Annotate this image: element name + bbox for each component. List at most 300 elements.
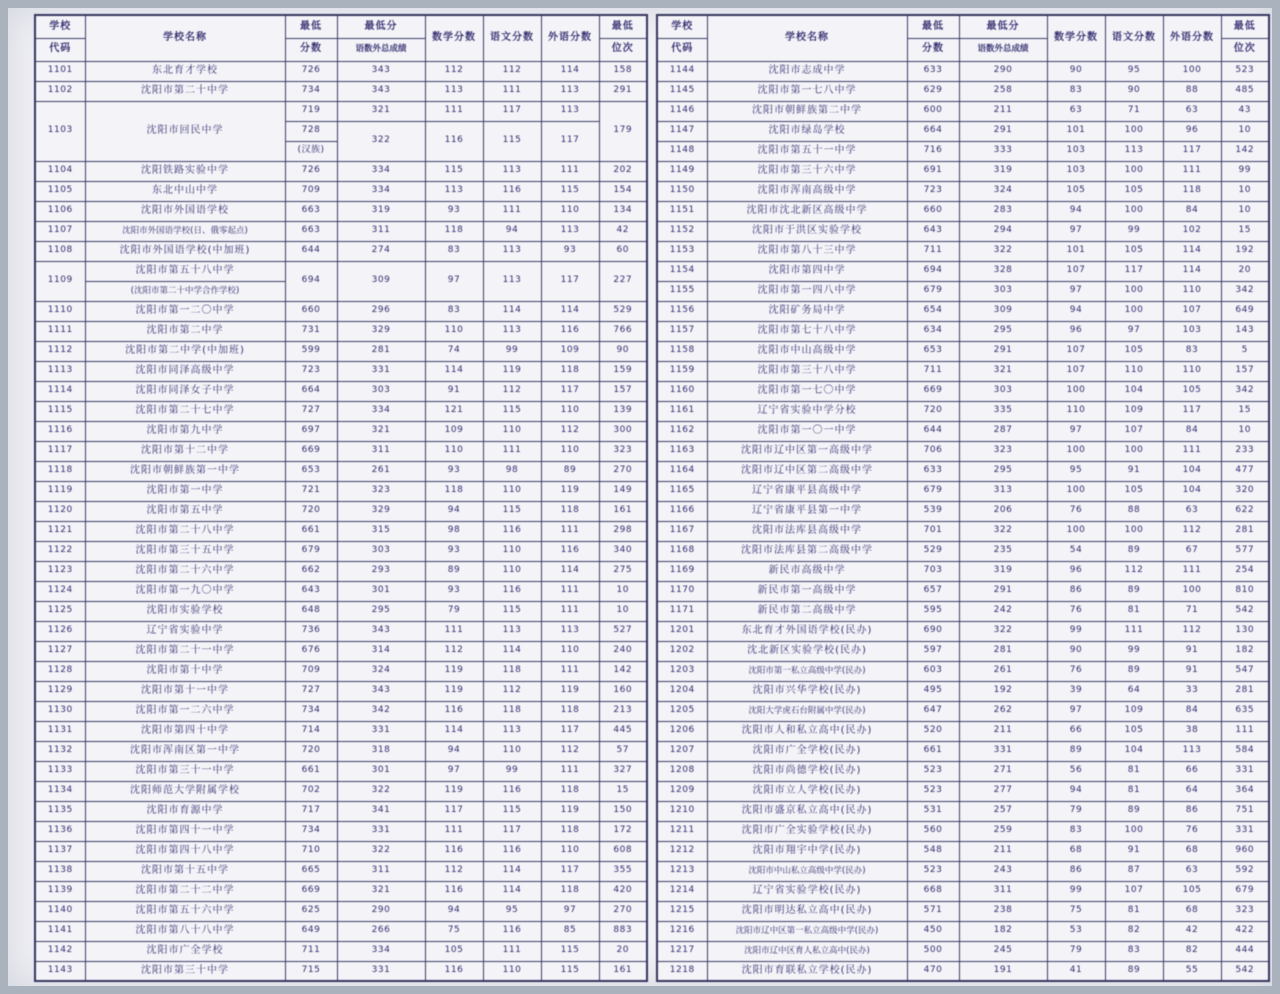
- cell-min-score-note: (汉族): [285, 141, 337, 161]
- cell-math-score: 112: [425, 641, 483, 661]
- cell-chinese-score: 100: [1105, 281, 1163, 301]
- cell-school-code: 1157: [657, 321, 707, 341]
- cell-min-score: 625: [285, 901, 337, 921]
- header-school-name: 学校名称: [707, 15, 907, 61]
- cell-school-name: 沈阳市广全学校(民办): [707, 741, 907, 761]
- table-row: [657, 581, 1269, 601]
- cell-school-code: 1215: [657, 901, 707, 921]
- table-row: [35, 301, 647, 321]
- cell-school-code: 1106: [35, 201, 85, 221]
- cell-tiebreak-total: 211: [959, 721, 1047, 741]
- cell-school-code: 1151: [657, 201, 707, 221]
- cell-school-name: 沈阳市法库县高级中学: [707, 521, 907, 541]
- cell-tiebreak-total: 235: [959, 541, 1047, 561]
- cell-min-rank: 577: [1221, 541, 1269, 561]
- cell-math-score: 100: [1047, 381, 1105, 401]
- cell-min-rank: 364: [1221, 781, 1269, 801]
- cell-chinese-score: 89: [1105, 581, 1163, 601]
- cell-chinese-score: 113: [483, 261, 541, 301]
- cell-chinese-score: 99: [483, 341, 541, 361]
- cell-min-rank: 202: [599, 161, 647, 181]
- cell-school-name: 沈阳市第四十八中学: [85, 841, 285, 861]
- cell-foreign-score: 68: [1163, 901, 1221, 921]
- cell-chinese-score: 100: [1105, 161, 1163, 181]
- cell-foreign-score: 119: [541, 801, 599, 821]
- cell-min-score: 679: [907, 281, 959, 301]
- cell-chinese-score: 100: [1105, 301, 1163, 321]
- cell-school-name: 东北中山中学: [85, 181, 285, 201]
- table-row: [657, 61, 1269, 81]
- cell-tiebreak-total: 321: [337, 421, 425, 441]
- cell-school-name: 沈阳市第三十五中学: [85, 541, 285, 561]
- cell-min-score: 726: [285, 161, 337, 181]
- cell-school-name: 沈阳市沈北新区高级中学: [707, 201, 907, 221]
- cell-math-score: 90: [1047, 61, 1105, 81]
- cell-chinese-score: 107: [1105, 421, 1163, 441]
- cell-chinese-score: 117: [483, 821, 541, 841]
- header-math-score: 数学分数: [425, 15, 483, 61]
- cell-tiebreak-total: 328: [959, 261, 1047, 281]
- table-row: [657, 761, 1269, 781]
- cell-chinese-score: 89: [1105, 541, 1163, 561]
- cell-chinese-score: 82: [1105, 921, 1163, 941]
- cell-min-rank: 233: [1221, 441, 1269, 461]
- cell-school-code: 1214: [657, 881, 707, 901]
- cell-math-score: 103: [1047, 141, 1105, 161]
- table-row: [657, 501, 1269, 521]
- cell-chinese-score: 99: [1105, 641, 1163, 661]
- cell-school-code: 1134: [35, 781, 85, 801]
- cell-math-score: 86: [1047, 581, 1105, 601]
- cell-min-score: 520: [907, 721, 959, 741]
- cell-school-name: 沈阳矿务局中学: [707, 301, 907, 321]
- cell-tiebreak-total: 303: [337, 541, 425, 561]
- cell-math-score: 94: [425, 901, 483, 921]
- cell-school-code: 1158: [657, 341, 707, 361]
- table-row: [35, 961, 647, 981]
- cell-school-name: 沈北新区实验学校(民办): [707, 641, 907, 661]
- table-row: [657, 921, 1269, 941]
- cell-min-rank: 130: [1221, 621, 1269, 641]
- cell-math-score: 99: [1047, 881, 1105, 901]
- cell-math-score: 79: [1047, 941, 1105, 961]
- cell-school-name: 沈阳市第一中学: [85, 481, 285, 501]
- cell-school-name: 沈阳大学虎石台附属中学(民办): [707, 701, 907, 721]
- cell-chinese-score: 119: [483, 361, 541, 381]
- cell-min-score: 694: [907, 261, 959, 281]
- cell-min-rank: 158: [599, 61, 647, 81]
- cell-min-score: 662: [285, 561, 337, 581]
- cell-min-rank: 142: [599, 661, 647, 681]
- cell-tiebreak-total: 206: [959, 501, 1047, 521]
- cell-chinese-score: 113: [483, 241, 541, 261]
- cell-min-score: 523: [907, 761, 959, 781]
- cell-school-code: 1104: [35, 161, 85, 181]
- cell-school-code: 1110: [35, 301, 85, 321]
- cell-foreign-score: 114: [541, 301, 599, 321]
- table-row: [657, 741, 1269, 761]
- cell-school-code: 1218: [657, 961, 707, 981]
- cell-school-code: 1122: [35, 541, 85, 561]
- cell-min-score: 727: [285, 681, 337, 701]
- cell-min-score: 710: [285, 841, 337, 861]
- score-table-right: [656, 14, 1270, 982]
- cell-school-code: 1159: [657, 361, 707, 381]
- cell-school-code: 1140: [35, 901, 85, 921]
- cell-school-name: 沈阳市辽中区育人私立高中(民办): [707, 941, 907, 961]
- cell-tiebreak-total: 257: [959, 801, 1047, 821]
- table-row: [35, 721, 647, 741]
- cell-foreign-score: 104: [1163, 461, 1221, 481]
- cell-chinese-score: 100: [1105, 201, 1163, 221]
- cell-school-name: 沈阳市明达私立高中(民办): [707, 901, 907, 921]
- cell-min-rank: 323: [599, 441, 647, 461]
- cell-math-score: 93: [425, 461, 483, 481]
- cell-school-code: 1127: [35, 641, 85, 661]
- cell-min-rank: 622: [1221, 501, 1269, 521]
- cell-min-rank: 445: [599, 721, 647, 741]
- cell-school-name: 沈阳市第二十一中学: [85, 641, 285, 661]
- table-row: [657, 881, 1269, 901]
- table-row: [657, 361, 1269, 381]
- table-row: [657, 521, 1269, 541]
- cell-min-rank: 10: [599, 581, 647, 601]
- cell-tiebreak-total: 259: [959, 821, 1047, 841]
- cell-math-score: 111: [425, 821, 483, 841]
- cell-foreign-score: 118: [541, 361, 599, 381]
- cell-foreign-score: 117: [541, 261, 599, 301]
- table-row: [35, 581, 647, 601]
- cell-min-score: 714: [285, 721, 337, 741]
- table-row: [35, 81, 647, 101]
- table-row: [657, 461, 1269, 481]
- cell-chinese-score: 100: [1105, 441, 1163, 461]
- cell-school-name: 沈阳市立人学校(民办): [707, 781, 907, 801]
- cell-math-score: 110: [425, 321, 483, 341]
- cell-min-score: 523: [907, 861, 959, 881]
- cell-foreign-score: 91: [1163, 641, 1221, 661]
- cell-chinese-score: 110: [483, 561, 541, 581]
- table-row: [35, 821, 647, 841]
- cell-math-score: 100: [1047, 441, 1105, 461]
- cell-tiebreak-total: 266: [337, 921, 425, 941]
- cell-foreign-score: 111: [541, 161, 599, 181]
- cell-foreign-score: 104: [1163, 481, 1221, 501]
- cell-tiebreak-total: 322: [959, 241, 1047, 261]
- cell-school-name: 沈阳市第三十六中学: [707, 161, 907, 181]
- cell-min-score: 715: [285, 961, 337, 981]
- cell-min-score: 661: [907, 741, 959, 761]
- cell-math-score: 97: [425, 761, 483, 781]
- cell-min-score: 643: [285, 581, 337, 601]
- cell-min-rank: 542: [1221, 601, 1269, 621]
- cell-min-rank: 90: [599, 341, 647, 361]
- table-row: [657, 141, 1269, 161]
- cell-foreign-score: 67: [1163, 541, 1221, 561]
- cell-tiebreak-total: 301: [337, 581, 425, 601]
- cell-chinese-score: 89: [1105, 801, 1163, 821]
- cell-school-code: 1117: [35, 441, 85, 461]
- cell-math-score: 101: [1047, 121, 1105, 141]
- cell-min-rank: 751: [1221, 801, 1269, 821]
- cell-min-score: 716: [907, 141, 959, 161]
- cell-tiebreak-total: 295: [337, 601, 425, 621]
- cell-min-rank: 649: [1221, 301, 1269, 321]
- cell-math-score: 83: [425, 241, 483, 261]
- cell-min-rank: 60: [599, 241, 647, 261]
- cell-foreign-score: 118: [541, 881, 599, 901]
- table-row: [35, 481, 647, 501]
- cell-chinese-score: 111: [483, 441, 541, 461]
- cell-min-score: 723: [907, 181, 959, 201]
- cell-math-score: 97: [1047, 281, 1105, 301]
- cell-school-code: 1128: [35, 661, 85, 681]
- cell-foreign-score: 103: [1163, 321, 1221, 341]
- cell-school-name: 沈阳市第一二〇中学: [85, 301, 285, 321]
- cell-school-code: 1101: [35, 61, 85, 81]
- cell-math-score: 98: [425, 521, 483, 541]
- cell-min-score: 661: [285, 761, 337, 781]
- header-foreign-score: 外语分数: [1163, 15, 1221, 61]
- cell-min-rank: 150: [599, 801, 647, 821]
- cell-min-rank: 111: [1221, 721, 1269, 741]
- cell-math-score: 63: [1047, 101, 1105, 121]
- cell-chinese-score: 115: [483, 601, 541, 621]
- cell-tiebreak-total: 309: [959, 301, 1047, 321]
- cell-min-rank: 592: [1221, 861, 1269, 881]
- cell-school-code: 1170: [657, 581, 707, 601]
- cell-tiebreak-total: 321: [337, 881, 425, 901]
- cell-tiebreak-total: 343: [337, 61, 425, 81]
- cell-school-code: 1154: [657, 261, 707, 281]
- cell-foreign-score: 117: [1163, 141, 1221, 161]
- cell-tiebreak-total: 281: [337, 341, 425, 361]
- cell-tiebreak-total: 311: [959, 881, 1047, 901]
- cell-min-score: 648: [285, 601, 337, 621]
- cell-chinese-score: 100: [1105, 521, 1163, 541]
- cell-school-code: 1149: [657, 161, 707, 181]
- cell-math-score: 118: [425, 481, 483, 501]
- cell-min-score: 694: [285, 261, 337, 301]
- cell-school-name: 沈阳市第三十八中学: [707, 361, 907, 381]
- cell-math-score: 94: [1047, 781, 1105, 801]
- cell-school-name: 沈阳市第四中学: [707, 261, 907, 281]
- cell-tiebreak-total: 261: [337, 461, 425, 481]
- cell-foreign-score: 117: [541, 861, 599, 881]
- cell-foreign-score: 112: [541, 421, 599, 441]
- cell-school-name: 沈阳师范大学附属学校: [85, 781, 285, 801]
- cell-foreign-score: 110: [541, 641, 599, 661]
- cell-math-score: 97: [1047, 221, 1105, 241]
- cell-math-score: 89: [425, 561, 483, 581]
- cell-min-rank: 10: [599, 601, 647, 621]
- cell-school-name: 沈阳市兴华学校(民办): [707, 681, 907, 701]
- cell-school-name: 沈阳市第四十一中学: [85, 821, 285, 841]
- table-row: [35, 561, 647, 581]
- cell-math-score: 103: [1047, 161, 1105, 181]
- cell-school-code: 1161: [657, 401, 707, 421]
- cell-min-score: 679: [285, 541, 337, 561]
- table-row: [657, 181, 1269, 201]
- cell-math-score: 116: [425, 881, 483, 901]
- cell-min-rank: 679: [1221, 881, 1269, 901]
- cell-school-code: 1144: [657, 61, 707, 81]
- cell-foreign-score: 88: [1163, 81, 1221, 101]
- cell-math-score: 116: [425, 961, 483, 981]
- cell-min-rank: 10: [1221, 181, 1269, 201]
- cell-math-score: 94: [425, 501, 483, 521]
- cell-school-name: 沈阳市盛京私立高中(民办): [707, 801, 907, 821]
- cell-math-score: 112: [425, 61, 483, 81]
- cell-math-score: 110: [425, 441, 483, 461]
- table-row: [657, 121, 1269, 141]
- cell-min-score: 523: [907, 781, 959, 801]
- cell-math-score: 116: [425, 841, 483, 861]
- cell-min-score: 657: [907, 581, 959, 601]
- cell-chinese-score: 95: [1105, 61, 1163, 81]
- cell-tiebreak-total: 262: [959, 701, 1047, 721]
- cell-school-name: 沈阳市第十二中学: [85, 441, 285, 461]
- table-row: [35, 861, 647, 881]
- scanned-page: [8, 8, 1272, 986]
- cell-foreign-score: 111: [1163, 441, 1221, 461]
- cell-math-score: 111: [425, 101, 483, 121]
- table-row: [657, 681, 1269, 701]
- cell-min-score: 709: [285, 661, 337, 681]
- cell-school-name: 沈阳市回民中学: [85, 101, 285, 161]
- cell-math-score: 97: [1047, 421, 1105, 441]
- cell-min-rank: 883: [599, 921, 647, 941]
- table-row: [657, 261, 1269, 281]
- cell-tiebreak-total: 295: [959, 461, 1047, 481]
- cell-school-name: 沈阳市第五十六中学: [85, 901, 285, 921]
- cell-school-code: 1145: [657, 81, 707, 101]
- cell-chinese-score: 116: [483, 521, 541, 541]
- cell-math-score: 107: [1047, 341, 1105, 361]
- cell-min-rank: 420: [599, 881, 647, 901]
- cell-chinese-score: 110: [483, 961, 541, 981]
- table-row: [35, 441, 647, 461]
- cell-math-score: 101: [1047, 241, 1105, 261]
- cell-tiebreak-total: 311: [337, 441, 425, 461]
- cell-tiebreak-total: 290: [337, 901, 425, 921]
- cell-school-name: 沈阳市第八十八中学: [85, 921, 285, 941]
- cell-foreign-score: 118: [541, 501, 599, 521]
- cell-math-score: 97: [1047, 701, 1105, 721]
- cell-min-rank: 355: [599, 861, 647, 881]
- cell-min-rank: 281: [1221, 521, 1269, 541]
- cell-min-rank: 99: [1221, 161, 1269, 181]
- cell-tiebreak-total: 283: [959, 201, 1047, 221]
- cell-foreign-score: 83: [1163, 341, 1221, 361]
- cell-min-score: 633: [907, 61, 959, 81]
- cell-foreign-score: 117: [541, 721, 599, 741]
- cell-math-score: 91: [425, 381, 483, 401]
- cell-school-name: 辽宁省实验中学: [85, 621, 285, 641]
- header-foreign-score: 外语分数: [541, 15, 599, 61]
- table-row: [35, 661, 647, 681]
- cell-min-score: 647: [907, 701, 959, 721]
- cell-foreign-score: 118: [1163, 181, 1221, 201]
- table-row: [35, 321, 647, 341]
- cell-chinese-score: 117: [483, 101, 541, 121]
- cell-tiebreak-total: 322: [337, 841, 425, 861]
- cell-school-name: 沈阳市同泽高级中学: [85, 361, 285, 381]
- cell-chinese-score: 112: [483, 61, 541, 81]
- cell-min-rank: 547: [1221, 661, 1269, 681]
- table-row: [657, 421, 1269, 441]
- cell-min-rank: 139: [599, 401, 647, 421]
- cell-school-code: 1102: [35, 81, 85, 101]
- table-row: [657, 321, 1269, 341]
- cell-foreign-score: 82: [1163, 941, 1221, 961]
- cell-school-code: 1147: [657, 121, 707, 141]
- cell-tiebreak-total: 343: [337, 81, 425, 101]
- cell-math-score: 112: [425, 861, 483, 881]
- table-row: [35, 681, 647, 701]
- cell-math-score: 75: [1047, 901, 1105, 921]
- cell-min-score: 531: [907, 801, 959, 821]
- table-row: [35, 901, 647, 921]
- cell-min-score: 720: [285, 501, 337, 521]
- cell-tiebreak-total: 294: [959, 221, 1047, 241]
- cell-school-name: 沈阳铁路实验中学: [85, 161, 285, 181]
- cell-foreign-score: 115: [541, 961, 599, 981]
- cell-school-code: 1213: [657, 861, 707, 881]
- cell-foreign-score: 55: [1163, 961, 1221, 981]
- cell-math-score: 114: [425, 721, 483, 741]
- cell-min-rank: 161: [599, 501, 647, 521]
- cell-school-name: 沈阳市中山高级中学: [707, 341, 907, 361]
- table-row: [35, 461, 647, 481]
- cell-tiebreak-total: 319: [959, 161, 1047, 181]
- cell-school-code: 1210: [657, 801, 707, 821]
- cell-school-code: 1171: [657, 601, 707, 621]
- cell-school-name: 沈阳市浑南区第一中学: [85, 741, 285, 761]
- cell-math-score: 76: [1047, 601, 1105, 621]
- header-min-score-2: 分数: [907, 38, 959, 61]
- cell-foreign-score: 117: [541, 121, 599, 161]
- table-row: [657, 81, 1269, 101]
- cell-chinese-score: 88: [1105, 501, 1163, 521]
- cell-min-score: 571: [907, 901, 959, 921]
- cell-min-rank: 254: [1221, 561, 1269, 581]
- cell-school-code: 1142: [35, 941, 85, 961]
- header-tiebreak: 最低分: [337, 15, 425, 38]
- cell-tiebreak-total: 211: [959, 841, 1047, 861]
- cell-foreign-score: 111: [541, 661, 599, 681]
- cell-chinese-score: 97: [1105, 321, 1163, 341]
- cell-tiebreak-total: 321: [959, 361, 1047, 381]
- cell-min-score: 690: [907, 621, 959, 641]
- cell-tiebreak-total: 313: [959, 481, 1047, 501]
- table-row: [657, 561, 1269, 581]
- cell-min-rank: 281: [1221, 681, 1269, 701]
- table-row: [657, 221, 1269, 241]
- cell-chinese-score: 81: [1105, 601, 1163, 621]
- table-row: [657, 861, 1269, 881]
- cell-foreign-score: 113: [541, 81, 599, 101]
- cell-foreign-score: 113: [541, 221, 599, 241]
- cell-school-code: 1203: [657, 661, 707, 681]
- cell-min-score: 721: [285, 481, 337, 501]
- table-row: [35, 241, 647, 261]
- cell-school-code: 1109: [35, 261, 85, 301]
- cell-tiebreak-total: 287: [959, 421, 1047, 441]
- cell-min-score: 711: [907, 241, 959, 261]
- cell-foreign-score: 115: [541, 181, 599, 201]
- cell-tiebreak-total: 324: [959, 181, 1047, 201]
